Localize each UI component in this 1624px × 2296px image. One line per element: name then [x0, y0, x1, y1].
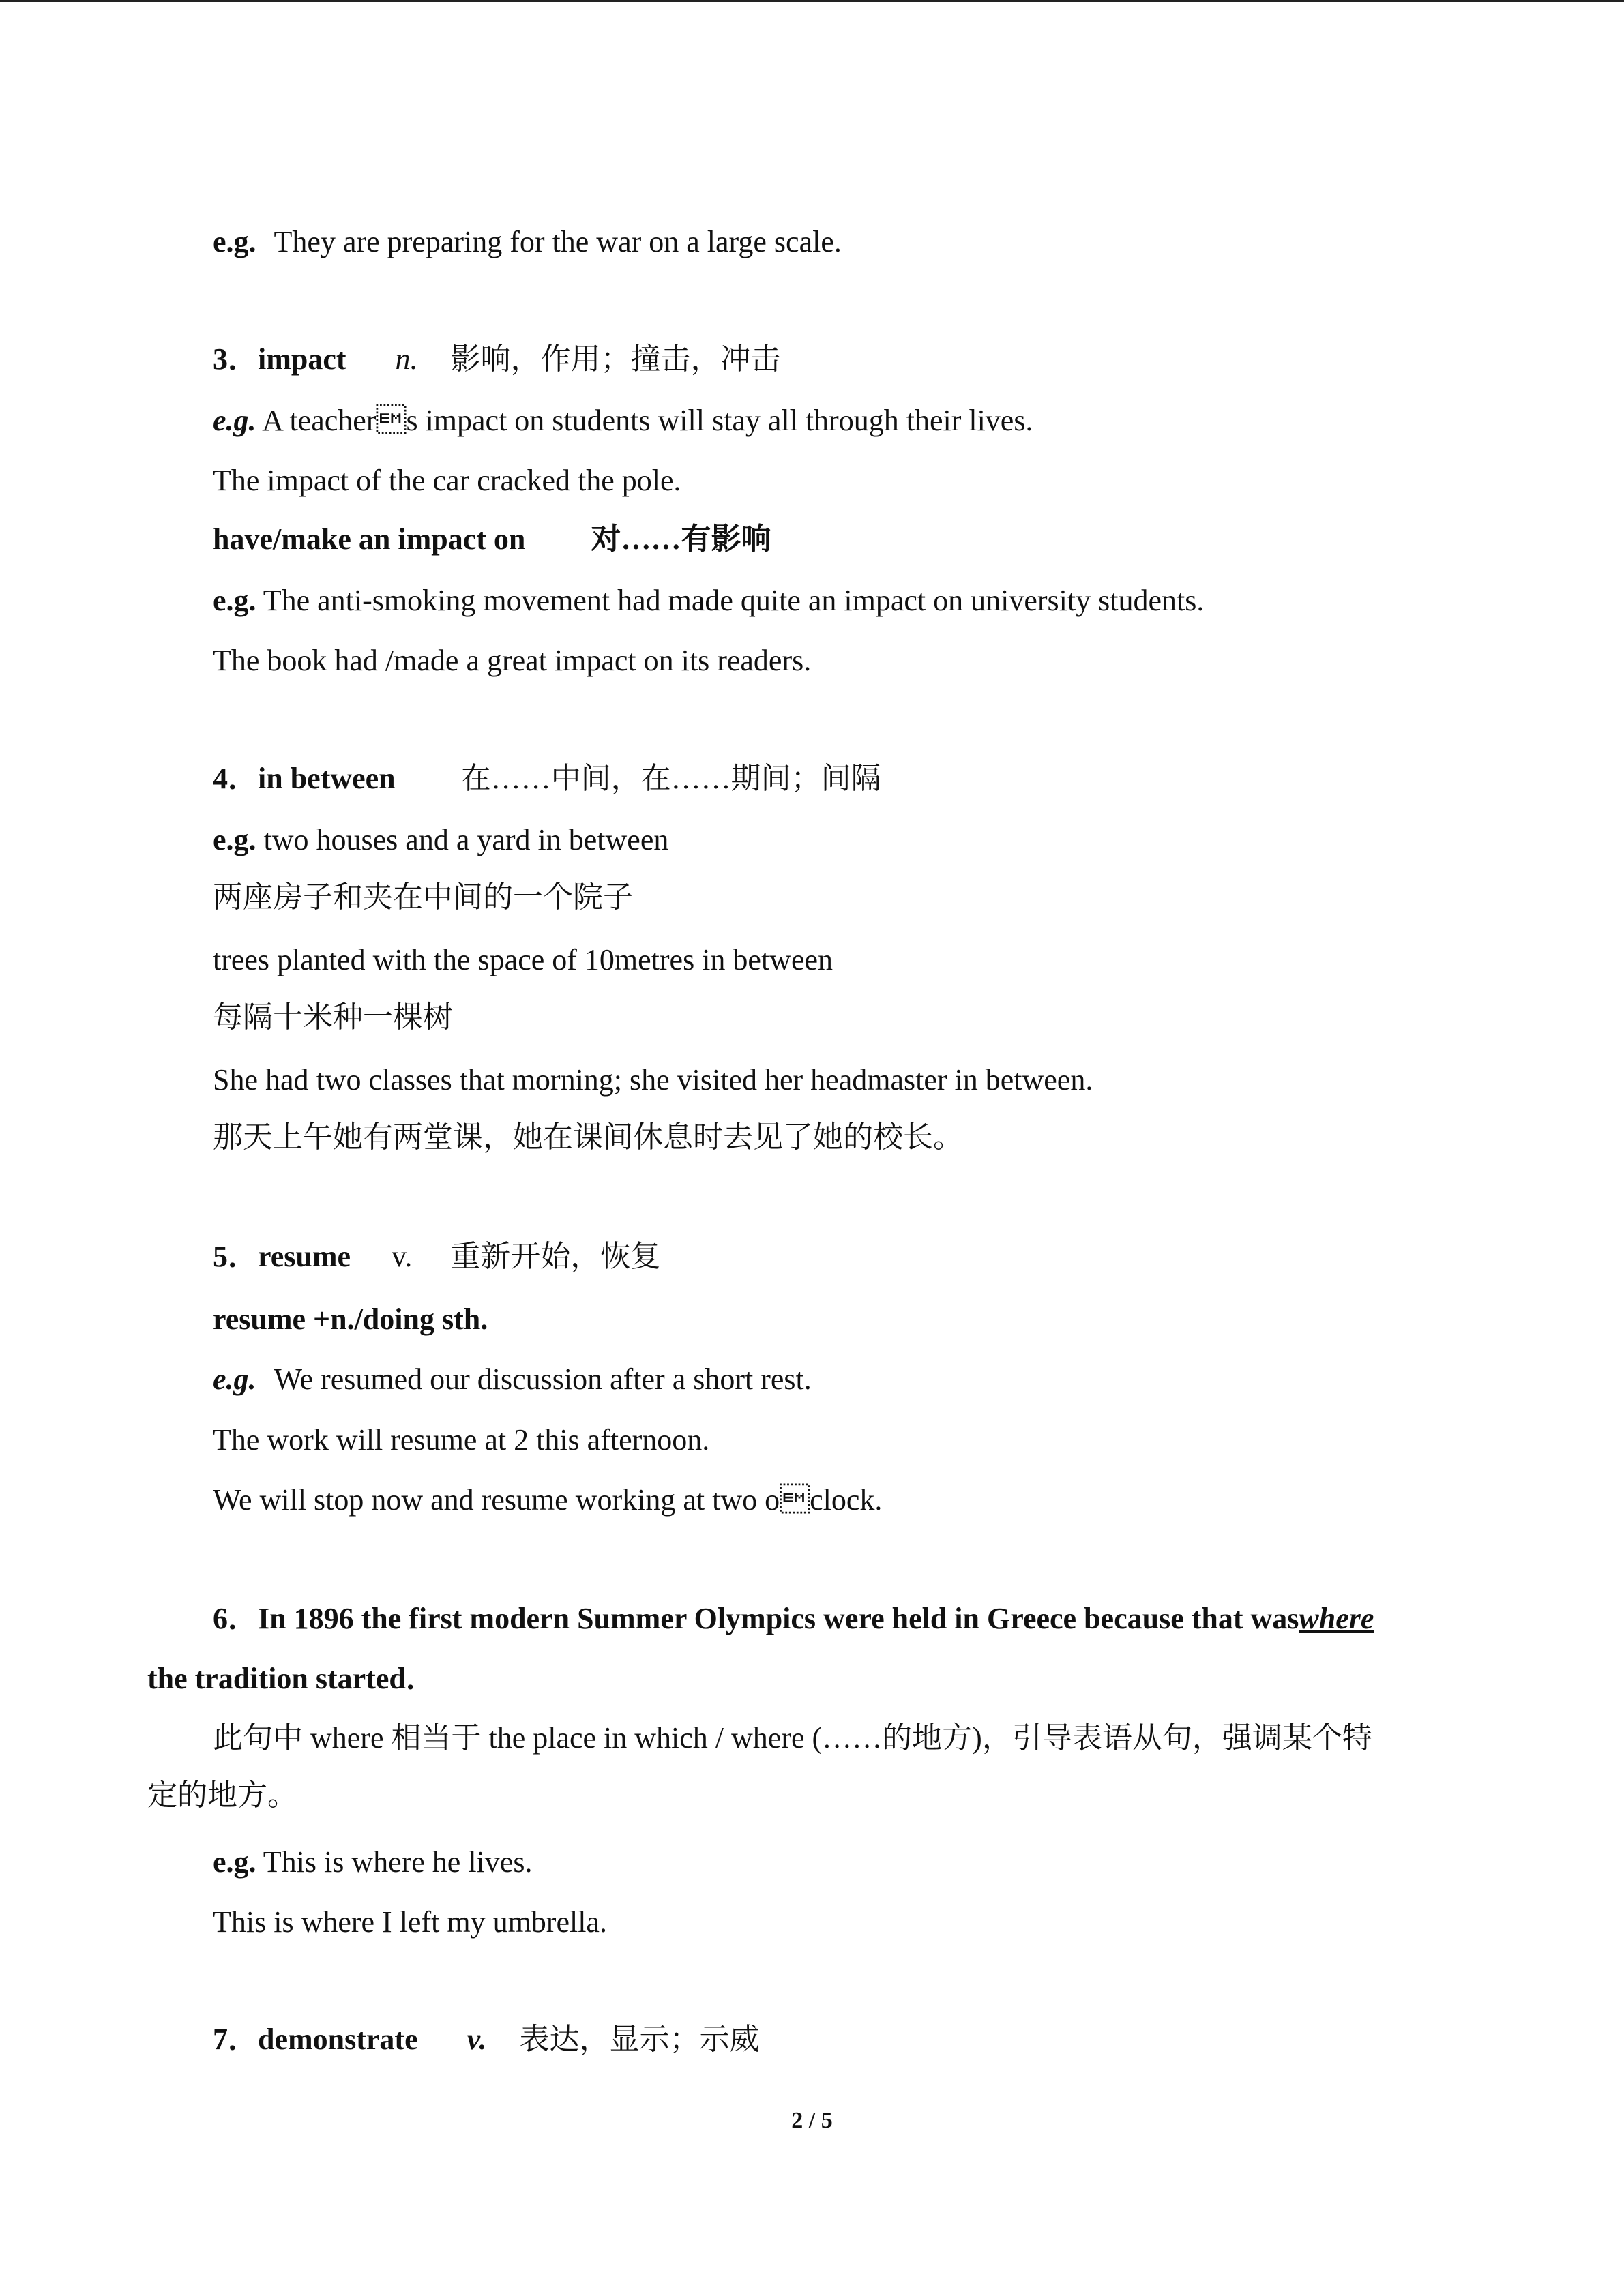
phrase: have/make an impact on [213, 522, 526, 556]
eg-label: e.g. [213, 1362, 256, 1396]
entry-heading-sentence-cont [147, 1664, 436, 1694]
example-text: We resumed our discussion after a short rest. [274, 1362, 812, 1396]
entry-heading-demonstrate [213, 2025, 760, 2055]
example-line [213, 227, 842, 257]
example-text: A teachers impact on students will stay all through their lives. [262, 404, 1033, 437]
example-line [213, 406, 1033, 436]
translation-text: 两座房子和夹在中间的一个院子 [213, 880, 633, 914]
example-text: We will stop now and resume working at two oclock. [213, 1483, 883, 1517]
example-line [213, 1425, 709, 1455]
translation-text: 每隔十米种一棵树 [213, 1000, 453, 1034]
note-line [147, 1780, 297, 1810]
translation-text: 那天上午她有两堂课，她在课间休息时去见了她的校长。 [213, 1120, 963, 1154]
entry-heading-impact [213, 344, 781, 374]
definition: 表达，显示；示威 [519, 2023, 760, 2056]
example-text: She had two classes that morning; she visited her headmaster in between. [213, 1063, 1093, 1097]
entry-heading-sentence [213, 1604, 1374, 1634]
entry-heading-resume [213, 1242, 660, 1272]
translation-line [213, 1002, 453, 1032]
example-line [213, 1847, 532, 1877]
entry-word: 5．resume [213, 1240, 351, 1273]
page-number: 2 / 5 [791, 2108, 833, 2133]
part-of-speech: v. [467, 2023, 487, 2056]
eg-label: e.g. [213, 1845, 256, 1879]
eg-label: e.g. [213, 404, 256, 437]
definition: 重新开始，恢复 [450, 1240, 661, 1273]
definition: 在……中间，在……期间；间隔 [460, 762, 881, 795]
eg-label: e.g. [213, 584, 256, 617]
example-line [213, 825, 668, 855]
example-text: The work will resume at 2 this afternoon. [213, 1423, 710, 1457]
example-line [213, 945, 833, 975]
example-text: This is where I left my umbrella. [213, 1905, 607, 1939]
entry-word: 3．impact [213, 342, 346, 376]
translation-line [213, 882, 633, 912]
example-text: This is where he lives. [263, 1845, 533, 1879]
example-text: The anti-smoking movement had made quite an impact on university students. [263, 584, 1205, 617]
eg-label: e.g. [213, 225, 256, 258]
translation-line [213, 1122, 963, 1152]
example-text: two houses and a yard in between [263, 823, 669, 856]
phrase-definition: 对……有影响 [591, 522, 771, 556]
example-line [213, 1362, 812, 1396]
pattern-line [213, 1304, 488, 1335]
sentence-text: the tradition started． [147, 1662, 436, 1695]
part-of-speech: v. [392, 1240, 413, 1273]
example-line [213, 1065, 1093, 1095]
note-text: 此句中 where 相当于 the place in which / where (……的地方)，引导表语从句，强调某个特 [213, 1721, 1372, 1755]
part-of-speech: n. [395, 342, 418, 376]
example-line [213, 466, 681, 496]
definition: 影响，作用；撞击，冲击 [450, 342, 781, 376]
example-line [213, 1485, 882, 1515]
highlighted-word: where [1299, 1602, 1374, 1635]
example-line [213, 586, 1204, 616]
note-text: 定的地方。 [147, 1778, 297, 1812]
note-line [213, 1723, 1372, 1753]
example-text: The impact of the car cracked the pole. [213, 464, 681, 497]
example-text: The book had /made a great impact on its readers. [213, 644, 812, 677]
eg-label: e.g. [213, 823, 256, 856]
example-line [213, 646, 811, 676]
sentence-text: 6．In 1896 the first modern Summer Olympics were held in Greece because that was [213, 1602, 1299, 1635]
entry-heading-in-between [213, 764, 881, 794]
entry-word: 4．in between [213, 762, 396, 795]
example-text: They are preparing for the war on a large scale. [274, 225, 842, 258]
example-line [213, 1907, 607, 1937]
usage-pattern: resume +n./doing sth. [213, 1302, 488, 1336]
example-text: trees planted with the space of 10metres in between [213, 943, 833, 976]
phrase-line [213, 524, 771, 554]
entry-word: 7．demonstrate [213, 2023, 418, 2056]
